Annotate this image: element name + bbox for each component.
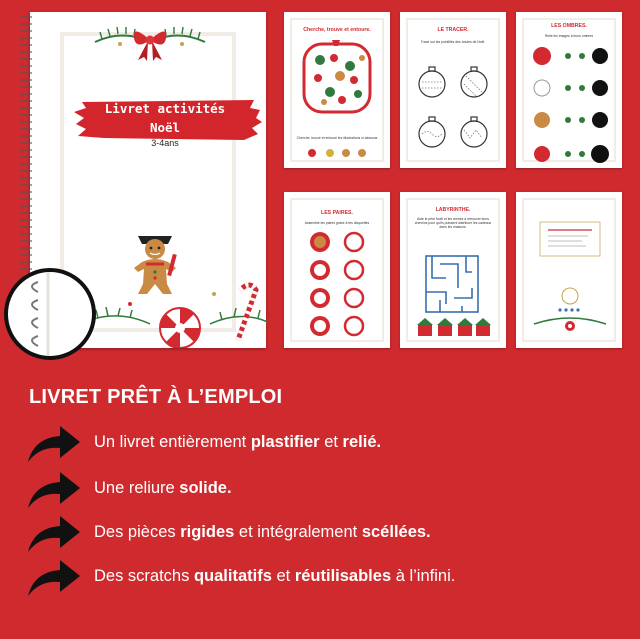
cover-age: 3-4ans (151, 138, 179, 148)
curved-arrow-icon (26, 512, 82, 556)
search-targets-icons (306, 146, 368, 160)
back-cover-image (530, 214, 610, 340)
cover-title-line2: Noël (149, 120, 181, 135)
page-title: Cherche, trouve et entoure. (303, 27, 371, 33)
feature-text (94, 567, 455, 586)
feature-text-bold: plastifier (250, 433, 320, 451)
page-caption: Cherche, trouve et entoure les illustrations ci-dessous (296, 136, 378, 140)
feature-item (26, 512, 626, 556)
feature-text-part: Des pièces (94, 523, 181, 541)
page-search-find (284, 12, 390, 168)
curved-arrow-icon (26, 556, 82, 600)
feature-text-part: à l’infini. (391, 567, 456, 585)
page-title: LABYRINTHE. (435, 207, 471, 213)
page-title: LES PAIRES. (321, 210, 353, 216)
cover-title (70, 99, 260, 137)
cover-title-line1: Livret activités (104, 101, 226, 116)
feature-text (94, 433, 381, 452)
page-title: LE TRACER. (437, 27, 469, 33)
section-heading: LIVRET PRÊT À L’EMPLOI (29, 386, 283, 408)
feature-text (94, 479, 232, 498)
feature-text-bold: réutilisables (294, 567, 392, 585)
bow-icon (90, 20, 210, 62)
feature-text-part: Une reliure (94, 479, 180, 497)
page-tracing (400, 12, 506, 168)
curved-arrow-icon (26, 422, 82, 466)
pairs-matching-image (302, 230, 372, 340)
feature-text-bold: scéllées. (361, 523, 431, 541)
feature-text-part: et (319, 433, 343, 451)
feature-item (26, 468, 626, 512)
page-title: LES OMBRES. (551, 23, 587, 29)
feature-text-part: Des scratchs (94, 567, 194, 585)
feature-text-part: Un livret entièrement (94, 433, 251, 451)
maze-image (416, 248, 494, 344)
feature-text (94, 523, 431, 542)
shadow-matching-image (526, 42, 612, 166)
search-puzzle-image (300, 36, 374, 116)
feature-text-bold: solide. (179, 479, 232, 497)
page-caption: Trace sur les pointillés des boules de Noël. (420, 40, 486, 44)
feature-text-part: et intégralement (234, 523, 362, 541)
peppermint-candy-decoration (90, 280, 268, 348)
feature-text-part: et (271, 567, 295, 585)
page-caption: Assemble les paires grâce à tes disquettes (304, 221, 370, 225)
page-caption: Aide le père Noël et les rennes à retrouver leurs chemins pour qu'ils puissent distribuer les cadeaux dans les maisons. (414, 217, 492, 229)
ornament-tracing-image (410, 58, 496, 158)
curved-arrow-icon (26, 468, 82, 512)
page-pairs (284, 192, 390, 348)
feature-item (26, 556, 626, 600)
page-back-cover (516, 192, 622, 348)
feature-text-bold: relié. (342, 433, 382, 451)
page-caption: Relie les images à leurs ombres (544, 34, 594, 38)
page-shadows (516, 12, 622, 168)
feature-text-bold: qualitatifs (193, 567, 272, 585)
feature-text-bold: rigides (180, 523, 235, 541)
page-maze (400, 192, 506, 348)
feature-item (26, 422, 626, 466)
spiral-zoom-magnifier (4, 268, 96, 360)
